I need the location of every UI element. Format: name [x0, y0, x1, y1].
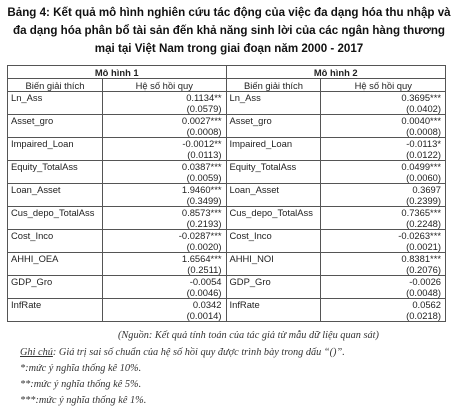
model2-header: Mô hình 2 [226, 66, 446, 79]
variable-cell: Loan_Asset [8, 184, 103, 196]
standard-error-cell: (0.0014) [102, 310, 226, 322]
coefficient-cell: -0.0026 [321, 276, 446, 288]
coefficient-cell: 0.8573*** [102, 207, 226, 219]
variable-cell: Asset_gro [8, 115, 103, 127]
regression-table [7, 65, 446, 322]
standard-error-cell: (0.0122) [321, 149, 446, 161]
blank-cell [226, 172, 321, 184]
standard-error-row [8, 241, 446, 253]
variable-cell: Cost_Inco [226, 230, 321, 242]
standard-error-cell: (0.0048) [321, 287, 446, 299]
table-title: Bảng 4: Kết quả mô hình nghiên cứu tác động của việc đa dạng hóa thu nhập và đa dạng hóa phân bổ tài sản đến khả năng sinh lời của các ngân hàng thương mại tại Việt Nam trong giai đoạn năm 2000 - 2017 [7, 6, 451, 55]
blank-cell [8, 149, 103, 161]
table-row [8, 276, 446, 288]
table-row [8, 230, 446, 242]
standard-error-cell: (0.2399) [321, 195, 446, 207]
coefficient-cell: 0.0562 [321, 299, 446, 311]
variable-cell: InfRate [226, 299, 321, 311]
variable-cell: Loan_Asset [226, 184, 321, 196]
note-label: Ghi chú [20, 347, 53, 358]
variable-cell: GDP_Gro [226, 276, 321, 288]
blank-cell [8, 218, 103, 230]
standard-error-row [8, 103, 446, 115]
coefficient-cell: -0.0263*** [321, 230, 446, 242]
standard-error-cell: (0.0021) [321, 241, 446, 253]
table-row [8, 115, 446, 127]
coefficient-cell: 0.0499*** [321, 161, 446, 173]
coefficient-cell: -0.0287*** [102, 230, 226, 242]
table-row [8, 184, 446, 196]
standard-error-row [8, 195, 446, 207]
standard-error-row [8, 218, 446, 230]
blank-cell [226, 218, 321, 230]
standard-error-cell: (0.2248) [321, 218, 446, 230]
blank-cell [226, 241, 321, 253]
table-row [8, 253, 446, 265]
blank-cell [8, 310, 103, 322]
table-row [8, 92, 446, 104]
coefficient-column-header: Hệ số hồi quy [321, 79, 446, 92]
variable-cell: Cus_depo_TotalAss [226, 207, 321, 219]
blank-cell [226, 103, 321, 115]
blank-cell [226, 195, 321, 207]
variable-cell: Cus_depo_TotalAss [8, 207, 103, 219]
variable-cell: AHHI_NOI [226, 253, 321, 265]
coefficient-cell: -0.0054 [102, 276, 226, 288]
variable-cell: Equity_TotalAss [226, 161, 321, 173]
variable-cell: AHHI_OEA [8, 253, 103, 265]
variable-cell: Cost_Inco [8, 230, 103, 242]
coefficient-cell: -0.0113* [321, 138, 446, 150]
standard-error-cell: (0.0060) [321, 172, 446, 184]
standard-error-row [8, 149, 446, 161]
standard-error-cell: (0.0020) [102, 241, 226, 253]
blank-cell [8, 103, 103, 115]
variable-cell: InfRate [8, 299, 103, 311]
coefficient-column-header: Hệ số hồi quy [102, 79, 226, 92]
standard-error-cell: (0.2511) [102, 264, 226, 276]
standard-error-row [8, 287, 446, 299]
significance-5: **:mức ý nghĩa thống kê 5%. [20, 379, 142, 390]
coefficient-cell: 1.9460*** [102, 184, 226, 196]
blank-cell [226, 310, 321, 322]
blank-cell [8, 195, 103, 207]
standard-error-row [8, 264, 446, 276]
table-row [8, 299, 446, 311]
standard-error-row [8, 126, 446, 138]
standard-error-cell: (0.0113) [102, 149, 226, 161]
variable-cell: Impaired_Loan [8, 138, 103, 150]
coefficient-cell: 0.8381*** [321, 253, 446, 265]
standard-error-cell: (0.0579) [102, 103, 226, 115]
variable-cell: Ln_Ass [8, 92, 103, 104]
variable-cell: Impaired_Loan [226, 138, 321, 150]
standard-error-row [8, 172, 446, 184]
coefficient-cell: 0.0040*** [321, 115, 446, 127]
standard-error-cell: (0.2193) [102, 218, 226, 230]
standard-error-cell: (0.0059) [102, 172, 226, 184]
coefficient-cell: 0.0027*** [102, 115, 226, 127]
variable-cell: Equity_TotalAss [8, 161, 103, 173]
blank-cell [8, 241, 103, 253]
blank-cell [226, 149, 321, 161]
coefficient-cell: 0.3697 [321, 184, 446, 196]
standard-error-cell: (0.3499) [102, 195, 226, 207]
significance-1: ***:mức ý nghĩa thống kê 1%. [20, 395, 147, 406]
standard-error-cell: (0.0046) [102, 287, 226, 299]
blank-cell [226, 126, 321, 138]
coefficient-cell: 0.1134** [102, 92, 226, 104]
blank-cell [226, 287, 321, 299]
table-row [8, 207, 446, 219]
coefficient-cell: 0.0342 [102, 299, 226, 311]
standard-error-cell: (0.0008) [321, 126, 446, 138]
coefficient-cell: -0.0012** [102, 138, 226, 150]
variable-cell: Ln_Ass [226, 92, 321, 104]
standard-error-cell: (0.0218) [321, 310, 446, 322]
model1-header: Mô hình 1 [8, 66, 227, 79]
coefficient-cell: 0.3695*** [321, 92, 446, 104]
coefficient-cell: 0.0387*** [102, 161, 226, 173]
variable-column-header: Biến giải thích [8, 79, 103, 92]
blank-cell [8, 172, 103, 184]
blank-cell [8, 264, 103, 276]
note-line [20, 347, 345, 358]
source-note: (Nguồn: Kết quả tính toán của tác giả từ mẫu dữ liệu quan sát) [118, 330, 379, 341]
variable-cell: GDP_Gro [8, 276, 103, 288]
table-row [8, 161, 446, 173]
standard-error-cell: (0.0402) [321, 103, 446, 115]
variable-cell: Asset_gro [226, 115, 321, 127]
standard-error-cell: (0.2076) [321, 264, 446, 276]
blank-cell [8, 287, 103, 299]
coefficient-cell: 0.7365*** [321, 207, 446, 219]
note-text: : Giá trị sai số chuẩn của hệ số hồi quy được trình bày trong dấu “()”. [52, 347, 345, 358]
blank-cell [8, 126, 103, 138]
standard-error-cell: (0.0008) [102, 126, 226, 138]
significance-10: *:mức ý nghĩa thống kê 10%. [20, 363, 142, 374]
coefficient-cell: 1.6564*** [102, 253, 226, 265]
variable-column-header: Biến giải thích [226, 79, 321, 92]
standard-error-row [8, 310, 446, 322]
table-row [8, 138, 446, 150]
blank-cell [226, 264, 321, 276]
